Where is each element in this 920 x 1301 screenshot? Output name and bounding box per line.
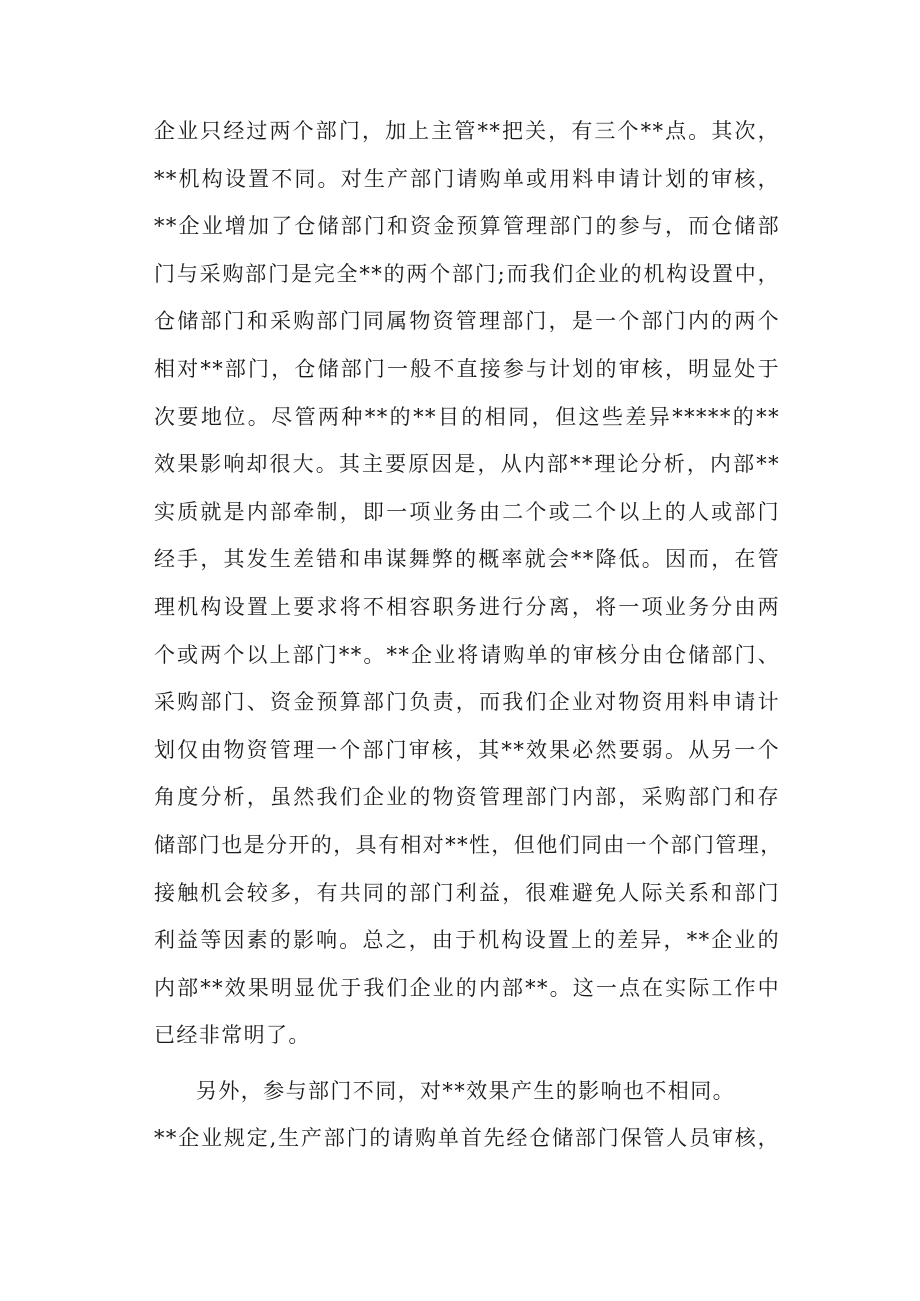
text-line: 实质就是内部牵制，即一项业务由二个或二个以上的人或部门 <box>154 499 780 524</box>
text-line: 仓储部门和采购部门同属物资管理部门，是一个部门内的两个 <box>154 309 780 334</box>
text-line: 接触机会较多，有共同的部门利益，很难避免人际关系和部门 <box>154 880 780 905</box>
text-line: 次要地位。尽管两种**的**目的相同，但这些差异*****的** <box>154 404 780 429</box>
text-line: 角度分析，虽然我们企业的物资管理部门内部，采购部门和存 <box>154 785 780 810</box>
text-line: **机构设置不同。对生产部门请购单或用料申请计划的审核， <box>154 166 780 191</box>
text-line: 个或两个以上部门**。**企业将请购单的审核分由仓储部门、 <box>154 642 780 667</box>
text-line: 企业只经过两个部门，加上主管**把关，有三个**点。其次， <box>154 119 780 143</box>
text-line: 经手，其发生差错和串谋舞弊的概率就会**降低。因而，在管 <box>154 547 780 572</box>
text-line: 已经非常明了。 <box>154 1023 311 1048</box>
paragraph-2 <box>154 1068 780 1163</box>
text-line: 门与采购部门是完全**的两个部门;而我们企业的机构设置中， <box>154 261 780 286</box>
text-line: 理机构设置上要求将不相容职务进行分离，将一项业务分由两 <box>154 594 780 619</box>
text-line: **企业增加了仓储部门和资金预算管理部门的参与，而仓储部 <box>154 214 780 239</box>
text-line: 储部门也是分开的，具有相对**性，但他们同由一个部门管理， <box>154 832 783 857</box>
text-line: **企业规定,生产部门的请购单首先经仓储部门保管人员审核， <box>154 1126 780 1151</box>
text-line: 采购部门、资金预算部门负责，而我们企业对物资用料申请计 <box>154 690 780 715</box>
text-line: 划仅由物资管理一个部门审核，其**效果必然要弱。从另一个 <box>154 737 780 762</box>
text-line: 效果影响却很大。其主要原因是，从内部**理论分析，内部** <box>154 452 780 477</box>
text-line: 内部**效果明显优于我们企业的内部**。这一点在实际工作中 <box>154 975 780 1000</box>
paragraph-gap <box>154 1060 780 1068</box>
document-page <box>154 108 783 1163</box>
text-line: 相对**部门，仓储部门一般不直接参与计划的审核，明显处于 <box>154 356 780 381</box>
text-line: 利益等因素的影响。总之，由于机构设置上的差异，**企业的 <box>154 928 780 953</box>
paragraph-1 <box>154 108 783 1060</box>
text-line: 另外，参与部门不同，对**效果产生的影响也不相同。 <box>196 1078 735 1103</box>
